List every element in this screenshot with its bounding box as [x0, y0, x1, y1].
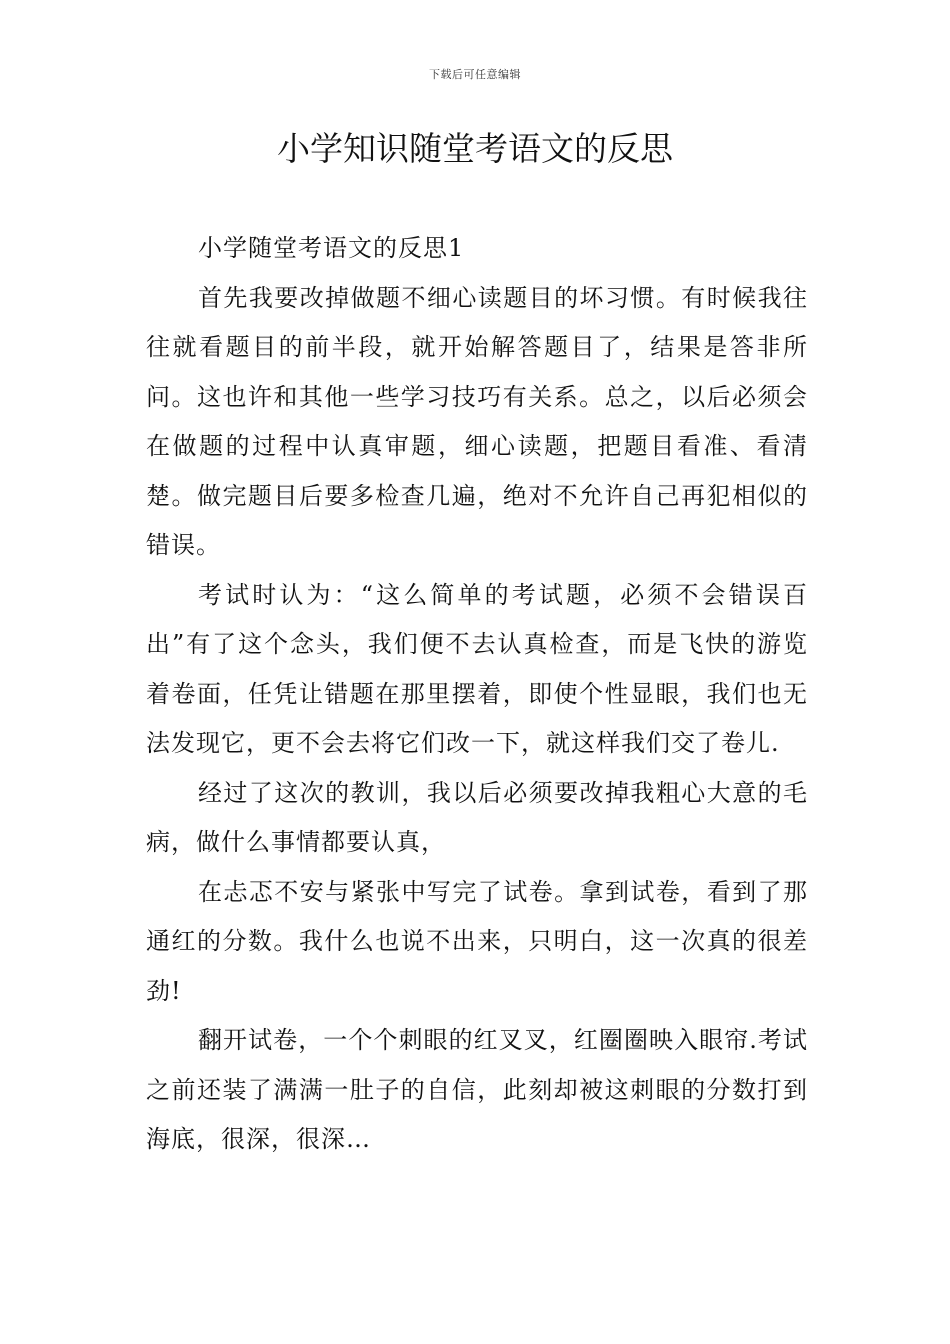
header-note: 下载后可任意编辑 [429, 68, 521, 81]
document-body [146, 224, 808, 1165]
document-title: 小学知识随堂考语文的反思 [277, 129, 673, 168]
paragraph-1: 首先我要改掉做题不细心读题目的坏习惯。有时候我往往就看题目的前半段，就开始解答题目了，结果是答非所问。这也许和其他一些学习技巧有关系。总之，以后必须会在做题的过程中认真审题，细心读题，把题目看准、看清楚。做完题目后要多检查几遍，绝对不允许自己再犯相似的错误。 [146, 283, 808, 559]
section-heading: 小学随堂考语文的反思1 [198, 234, 465, 262]
paragraph-2: 考试时认为：“这么简单的考试题，必须不会错误百出”有了这个念头，我们便不去认真检查，而是飞快的游览着卷面，任凭让错题在那里摆着，即使个性显眼，我们也无法发现它，更不会去将它们改一下，就这样我们交了卷儿. [146, 580, 808, 757]
paragraph-5: 翻开试卷，一个个刺眼的红叉叉，红圈圈映入眼帘.考试之前还装了满满一肚子的自信，此刻却被这刺眼的分数打到海底，很深，很深… [146, 1026, 808, 1153]
paragraph-4: 在忐忑不安与紧张中写完了试卷。拿到试卷，看到了那通红的分数。我什么也说不出来，只明白，这一次真的很差劲! [146, 877, 808, 1005]
paragraph-3: 经过了这次的教训，我以后必须要改掉我粗心大意的毛病，做什么事情都要认真， [146, 778, 808, 856]
